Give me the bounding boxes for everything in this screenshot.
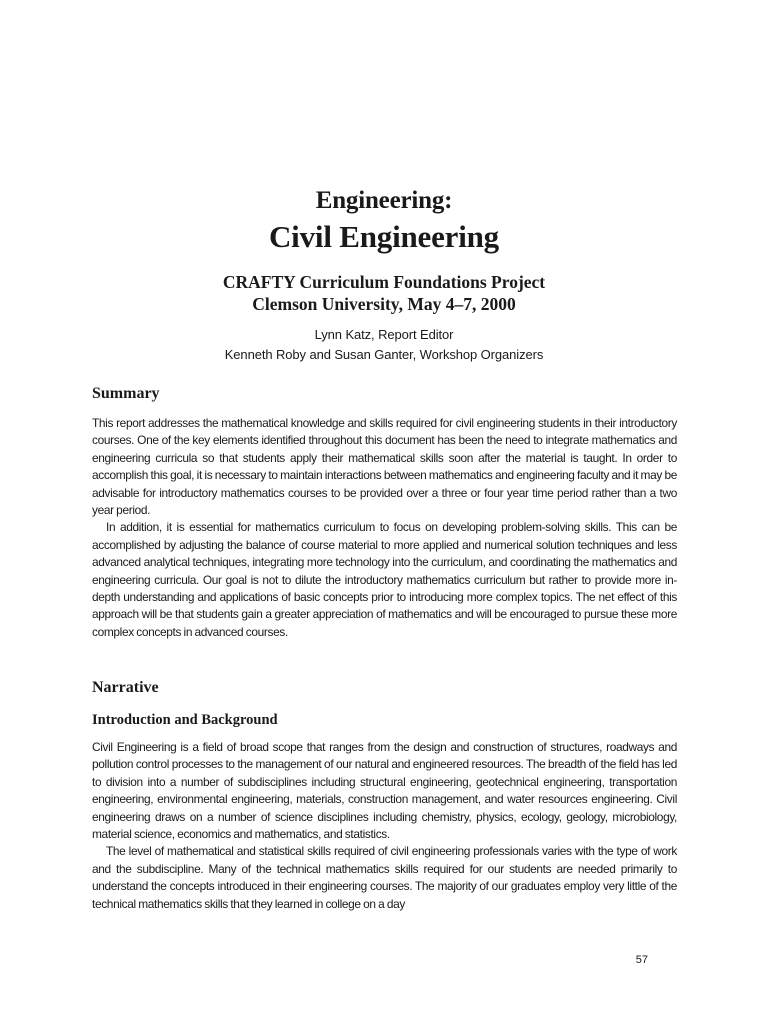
report-editor: Lynn Katz, Report Editor [314,327,454,342]
introduction-subheading: Introduction and Background [92,712,278,728]
summary-heading: Summary [92,385,160,402]
project-name: CRAFTY Curriculum Foundations Project [222,272,546,292]
narrative-paragraph-1: Civil Engineering is a field of broad scope that ranges from the design and construction of structures, roadways and pollution control processes to the management of our natural and engineered resources. The breadth of the field has led to division into a number of subdisciplines including structural engineering, geotechnical engineering, transportation engineering, environmental engineering, materials, construction management, and water resources engineering. Civil engineering draws on a number of science disciplines including chemistry, physics, ecology, geology, microbiology, material science, economics and mathematics, and statistics. [92,740,677,842]
page-number: 57 [635,954,648,966]
workshop-location-date: Clemson University, May 4–7, 2000 [252,294,516,314]
document-header [0,186,768,365]
narrative-heading: Narrative [92,679,159,696]
summary-paragraph-1: This report addresses the mathematical knowledge and skills required for civil engineering students in their introductory courses. One of the key elements identified throughout this document has been the need to integrate mathematics and engineering curricula so that students apply their mathematical skills soon after the material is taught. In order to accomplish this goal, it is necessary to maintain interactions between mathematics and engineering faculty and it may be advisable for introductory mathematics courses to be provided over a three or four year time period rather than a two year period. [92,416,677,518]
summary-body [92,415,677,641]
summary-paragraph-2: In addition, it is essential for mathematics curriculum to focus on developing problem-solving skills. This can be accomplished by adjusting the balance of course material to more applied and numerical solution techniques and less advanced analytical techniques, integrating more technology into the curriculum, and coordinating the mathematics and engineering curricula. Our goal is not to dilute the introductory mathematics curriculum but rather to provide more in-depth understanding and applications of basic concepts prior to introducing more complex topics. The net effect of this approach will be that students gain a greater appreciation of mathematics and will be encouraged to pursue these more complex concepts in advanced courses. [92,520,677,639]
workshop-organizers: Kenneth Roby and Susan Ganter, Workshop Organizers [224,347,544,362]
document-title: Civil Engineering [269,219,499,254]
document-title-category: Engineering: [315,187,453,214]
narrative-body [92,739,677,913]
narrative-paragraph-2: The level of mathematical and statistical skills required of civil engineering professionals varies with the type of work and the subdiscipline. Many of the technical mathematics skills required for our students are needed primarily to understand the concepts introduced in their engineering courses. The majority of our graduates employ very little of the technical mathematics skills that they learned in college on a day [92,844,677,911]
